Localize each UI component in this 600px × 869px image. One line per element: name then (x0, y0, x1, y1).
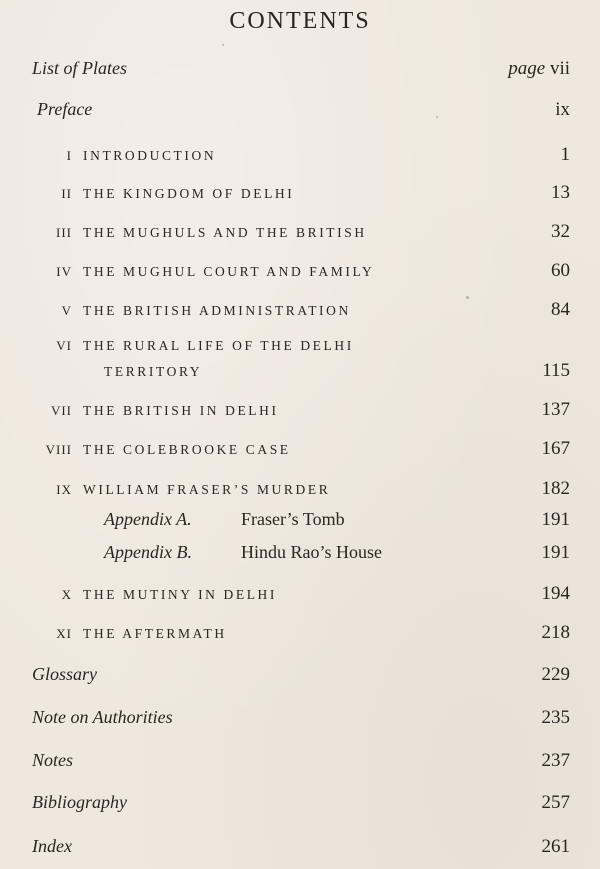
toc-entry-label: Bibliography (32, 792, 127, 812)
toc-chapter-7[interactable] (0, 399, 600, 429)
appendix-label: Appendix A. (104, 509, 192, 529)
toc-chapter-1[interactable] (0, 144, 600, 174)
chapter-title: THE RURAL LIFE OF THE DELHI (83, 338, 354, 353)
chapter-page: 218 (541, 622, 570, 643)
toc-entry-glossary[interactable] (0, 664, 600, 694)
chapter-title: THE MUGHUL COURT AND FAMILY (83, 264, 375, 279)
toc-chapter-5[interactable] (0, 299, 600, 329)
toc-entry-label: Glossary (32, 664, 98, 684)
chapter-page: 194 (541, 583, 570, 604)
toc-chapter-11[interactable] (0, 622, 600, 652)
toc-chapter-2[interactable] (0, 182, 600, 212)
chapter-number: IX (56, 482, 72, 497)
toc-entry-note-on-authorities[interactable] (0, 707, 600, 737)
chapter-title: INTRODUCTION (83, 148, 217, 163)
page-title: CONTENTS (229, 8, 371, 34)
chapter-number: VIII (45, 442, 72, 457)
toc-appendix-a[interactable] (0, 509, 600, 539)
page-prefix: page (508, 58, 546, 79)
toc-entry-page: 237 (541, 750, 570, 771)
paper-speck (222, 44, 224, 46)
toc-appendix-b[interactable] (0, 542, 600, 572)
toc-entry-notes[interactable] (0, 750, 600, 780)
chapter-page: 84 (551, 299, 570, 320)
toc-entry-label: Preface (37, 99, 93, 119)
toc-entry-preface[interactable] (0, 99, 600, 129)
chapter-title-continued: TERRITORY (104, 364, 203, 379)
toc-entry-list-of-plates[interactable] (0, 58, 600, 88)
chapter-number: VII (50, 403, 72, 418)
appendix-title: Fraser’s Tomb (241, 509, 345, 529)
toc-entry-page (508, 58, 570, 80)
toc-entry-index[interactable] (0, 836, 600, 866)
toc-entry-page: 257 (541, 792, 570, 813)
chapter-page: 182 (541, 478, 570, 499)
toc-entry-page: ix (555, 99, 570, 120)
appendix-title: Hindu Rao’s House (241, 542, 382, 562)
chapter-number: XI (56, 626, 72, 641)
toc-entry-label: Note on Authorities (32, 707, 173, 727)
toc-entry-label: Notes (32, 750, 74, 770)
chapter-title: THE BRITISH IN DELHI (83, 403, 279, 418)
chapter-title: THE COLEBROOKE CASE (83, 442, 291, 457)
chapter-title: WILLIAM FRASER’S MURDER (83, 482, 331, 497)
chapter-page: 167 (541, 438, 570, 459)
chapter-number: III (56, 225, 72, 240)
toc-chapter-8[interactable] (0, 438, 600, 468)
paper-speck (466, 296, 469, 299)
appendix-page: 191 (541, 509, 570, 530)
toc-chapter-3[interactable] (0, 221, 600, 251)
toc-chapter-9[interactable] (0, 478, 600, 508)
toc-entry-bibliography[interactable] (0, 792, 600, 822)
chapter-number: X (61, 587, 72, 602)
chapter-number: II (61, 186, 72, 201)
chapter-number: VI (56, 338, 72, 353)
chapter-number: IV (56, 264, 72, 279)
chapter-number: V (61, 303, 72, 318)
chapter-page: 60 (551, 260, 570, 281)
chapter-page: 115 (542, 360, 570, 381)
toc-entry-page: 261 (541, 836, 570, 857)
chapter-page: 137 (541, 399, 570, 420)
chapter-page: 13 (551, 182, 570, 203)
paper-speck (436, 116, 438, 118)
toc-chapter-4[interactable] (0, 260, 600, 290)
toc-chapter-6[interactable] (0, 334, 600, 386)
chapter-title: THE AFTERMATH (83, 626, 227, 641)
chapter-page: 32 (551, 221, 570, 242)
chapter-number: I (66, 148, 72, 163)
toc-entry-page: 235 (541, 707, 570, 728)
appendix-label: Appendix B. (104, 542, 192, 562)
toc-chapter-10[interactable] (0, 583, 600, 613)
toc-entry-label: Index (32, 836, 72, 856)
chapter-title: THE KINGDOM OF DELHI (83, 186, 295, 201)
page-number: vii (549, 58, 570, 79)
chapter-title: THE BRITISH ADMINISTRATION (83, 303, 351, 318)
toc-entry-label: List of Plates (32, 58, 128, 78)
appendix-page: 191 (541, 542, 570, 563)
toc-entry-page: 229 (541, 664, 570, 685)
chapter-title: THE MUGHULS AND THE BRITISH (83, 225, 367, 240)
chapter-page: 1 (560, 144, 570, 165)
chapter-title: THE MUTINY IN DELHI (83, 587, 277, 602)
